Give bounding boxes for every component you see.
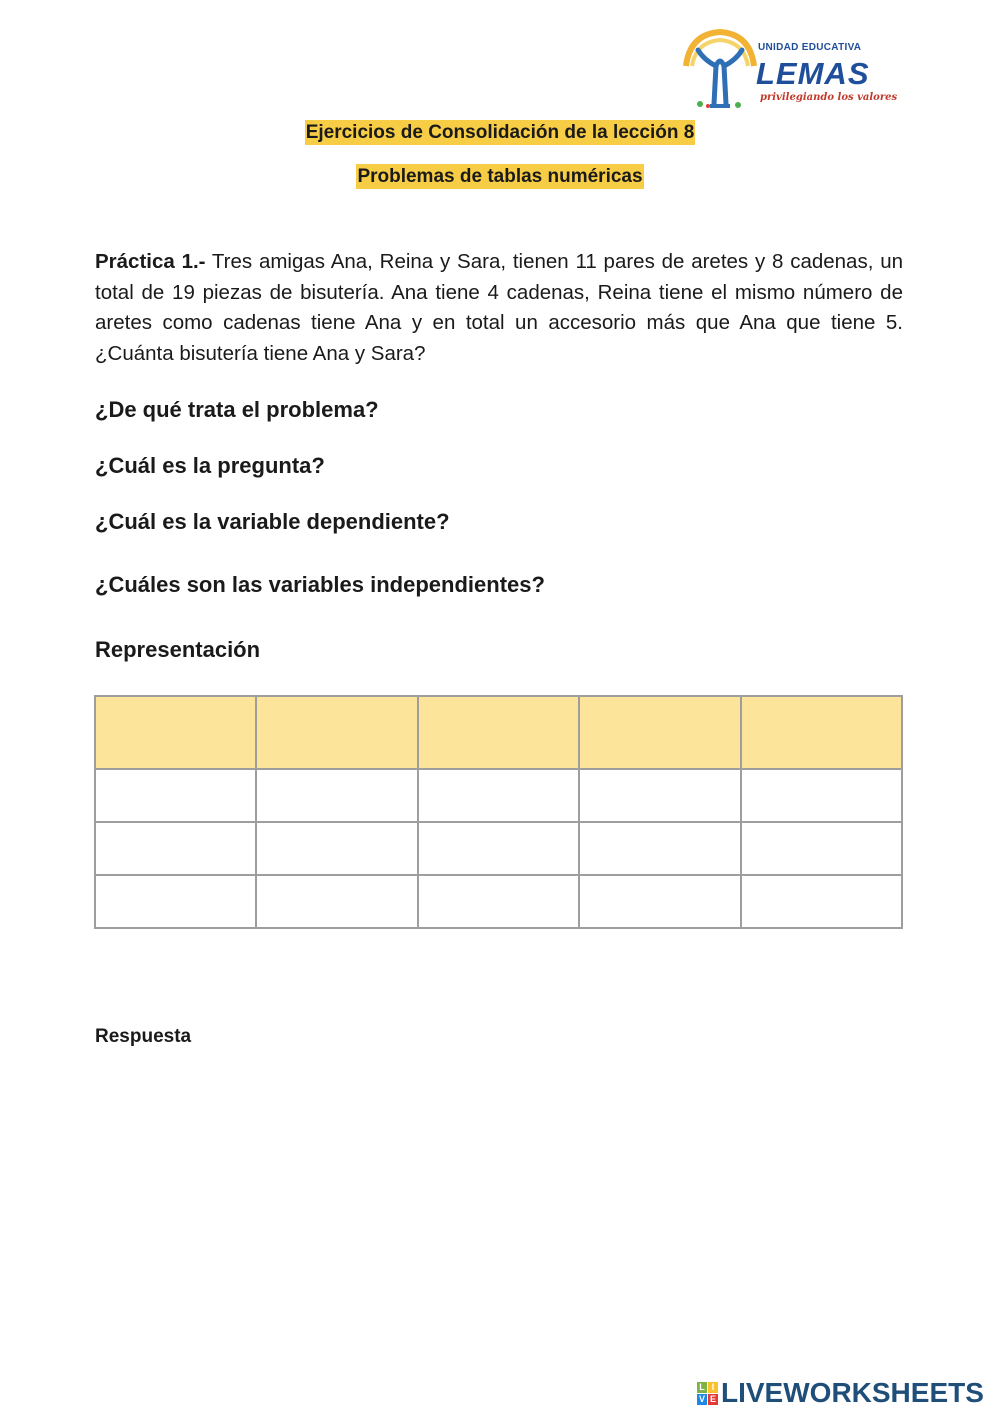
page-title-text: Ejercicios de Consolidación de la lección 8 (305, 122, 695, 143)
page-subtitle (0, 166, 1000, 188)
page-title (0, 122, 1000, 144)
table-cell[interactable] (741, 875, 902, 928)
table-cell[interactable] (418, 769, 579, 822)
table-cell[interactable] (95, 822, 256, 875)
table-cell[interactable] (579, 696, 740, 769)
question-topic: ¿De qué trata el problema? (95, 397, 379, 422)
table-cell[interactable] (256, 875, 417, 928)
logo-subtitle: UNIDAD EDUCATIVA (758, 42, 862, 53)
question-dependent-variable: ¿Cuál es la variable dependiente? (95, 509, 450, 534)
table-cell[interactable] (95, 875, 256, 928)
mark-letter: V (698, 1393, 705, 1404)
mark-letter: E (709, 1393, 716, 1404)
table-cell[interactable] (579, 769, 740, 822)
logo-name: LEMAS (756, 56, 870, 91)
liveworksheets-brand (697, 1376, 984, 1410)
table-cell[interactable] (95, 696, 256, 769)
table-cell[interactable] (741, 696, 902, 769)
table-row (95, 875, 902, 928)
brand-wordmark: LIVEWORKSHEETS (721, 1377, 984, 1408)
representation-heading: Representación (95, 637, 261, 662)
question-independent-variables: ¿Cuáles son las variables independientes? (95, 572, 545, 597)
logo-motto: privilegiando los valores (760, 92, 898, 103)
tree-logo-icon (680, 26, 760, 110)
table-row (95, 769, 902, 822)
table-cell[interactable] (579, 875, 740, 928)
answer-label: Respuesta (95, 1026, 192, 1047)
table-header-row (95, 696, 902, 769)
representation-table (94, 695, 903, 929)
page-subtitle-text: Problemas de tablas numéricas (357, 166, 643, 187)
mark-letter: I (708, 1382, 718, 1393)
school-logo (680, 26, 900, 110)
problem-text: Tres amigas Ana, Reina y Sara, tienen 11 pares de aretes y 8 cadenas, un total de 19 piezas de bisutería. Ana tiene 4 cadenas, Reina tiene el mismo número de aretes como cadenas tiene Ana y en total un accesorio más que Ana que tiene 5. ¿Cuánta bisutería tiene Ana y Sara? (95, 250, 903, 365)
table-cell[interactable] (741, 769, 902, 822)
liveworksheets-logo-icon (697, 1382, 718, 1405)
table-cell[interactable] (256, 822, 417, 875)
table-cell[interactable] (256, 769, 417, 822)
problem-label: Práctica 1.- (95, 250, 206, 273)
table-cell[interactable] (256, 696, 417, 769)
question-ask: ¿Cuál es la pregunta? (95, 453, 325, 478)
problem-statement (95, 247, 903, 369)
table-cell[interactable] (579, 822, 740, 875)
table-cell[interactable] (95, 769, 256, 822)
mark-letter: L (697, 1382, 707, 1393)
table-cell[interactable] (418, 696, 579, 769)
table-row (95, 822, 902, 875)
table-cell[interactable] (741, 822, 902, 875)
table-cell[interactable] (418, 875, 579, 928)
table-cell[interactable] (418, 822, 579, 875)
